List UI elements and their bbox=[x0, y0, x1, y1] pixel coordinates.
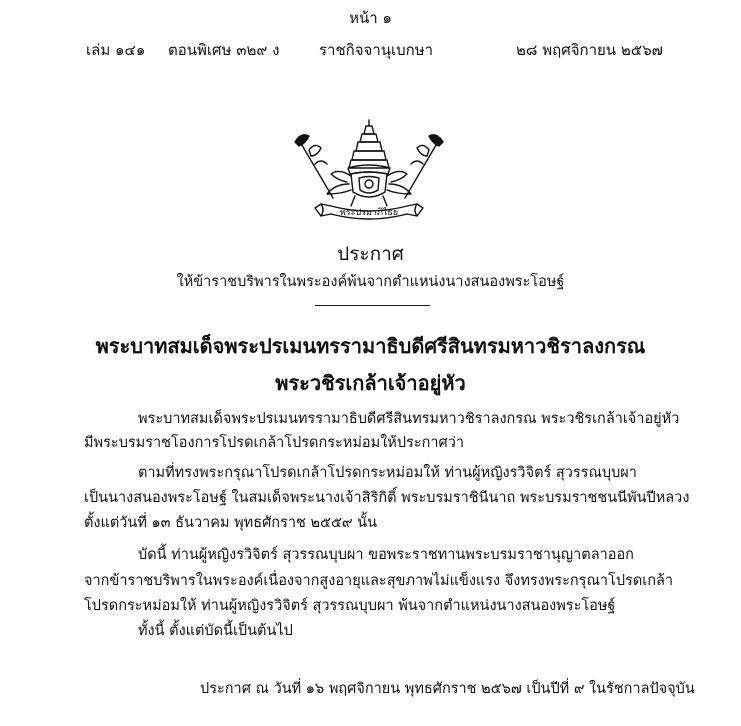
body-line: โปรดกระหม่อมให้ ท่านผู้หญิงรวิจิตร์ สุวรรณบุบผา พ้นจากตำแหน่งนางสนองพระโอษฐ์ bbox=[84, 598, 616, 614]
body-line: ทั้งนี้ ตั้งแต่บัดนี้เป็นต้นไป bbox=[138, 623, 293, 639]
document-title: ประกาศ bbox=[337, 243, 404, 265]
body-line: ตามที่ทรงพระกรุณาโปรดเกล้าโปรดกระหม่อมให้ ท่านผู้หญิงรวิจิตร์ สุวรรณบุบผา bbox=[138, 465, 637, 481]
king-name-line-1: พระบาทสมเด็จพระปรเมนทรรามาธิบดีศรีสินทรมหาวชิราลงกรณ bbox=[95, 334, 646, 358]
title-divider bbox=[315, 305, 430, 306]
body-line: จากข้าราชบริพารในพระองค์เนื่องจากสูงอายุและสุขภาพไม่แข็งแรง จึงทรงพระกรุณาโปรดเกล้า bbox=[84, 573, 673, 589]
body-line: เป็นนางสนองพระโอษฐ์ ในสมเด็จพระนางเจ้าสิริกิติ์ พระบรมราชินีนาถ พระบรมราชชนนีพันปีหลวง bbox=[84, 490, 690, 506]
volume-number: เล่ม ๑๔๑ bbox=[86, 41, 146, 59]
page-number: หน้า ๑ bbox=[349, 9, 392, 27]
document-subtitle: ให้ข้าราชบริพารในพระองค์พ้นจากตำแหน่งนางสนองพระโอษฐ์ bbox=[176, 274, 565, 290]
body-line: พระบาทสมเด็จพระปรเมนทรรามาธิบดีศรีสินทรมหาวชิราลงกรณ พระวชิรเกล้าเจ้าอยู่หัว bbox=[138, 411, 680, 427]
body-line: ตั้งแต่วันที่ ๑๓ ธันวาคม พุทธศักราช ๒๕๕๙ นั้น bbox=[84, 515, 378, 531]
publication-date: ๒๘ พฤศจิกายน ๒๕๖๗ bbox=[516, 41, 663, 59]
body-line: มีพระบรมราชโองการโปรดเกล้าโปรดกระหม่อมให้ประกาศว่า bbox=[84, 435, 465, 451]
gazette-name: ราชกิจจานุเบกษา bbox=[319, 41, 434, 59]
body-line: บัดนี้ ท่านผู้หญิงรวิจิตร์ สุวรรณบุบผา ขอพระราชทานพระบรมราชานุญาตลาออก bbox=[138, 547, 634, 563]
emblem-ribbon-text: พระปรมาภิไธย bbox=[339, 208, 399, 218]
royal-emblem-icon bbox=[285, 118, 453, 230]
issue-number: ตอนพิเศษ ๓๒๙ ง bbox=[168, 41, 280, 59]
king-name-line-2: พระวชิรเกล้าเจ้าอยู่หัว bbox=[275, 371, 466, 395]
closing-date-line: ประกาศ ณ วันที่ ๑๖ พฤศจิกายน พุทธศักราช ๒๕๖๗ เป็นปีที่ ๙ ในรัชกาลปัจจุบัน bbox=[200, 681, 695, 697]
